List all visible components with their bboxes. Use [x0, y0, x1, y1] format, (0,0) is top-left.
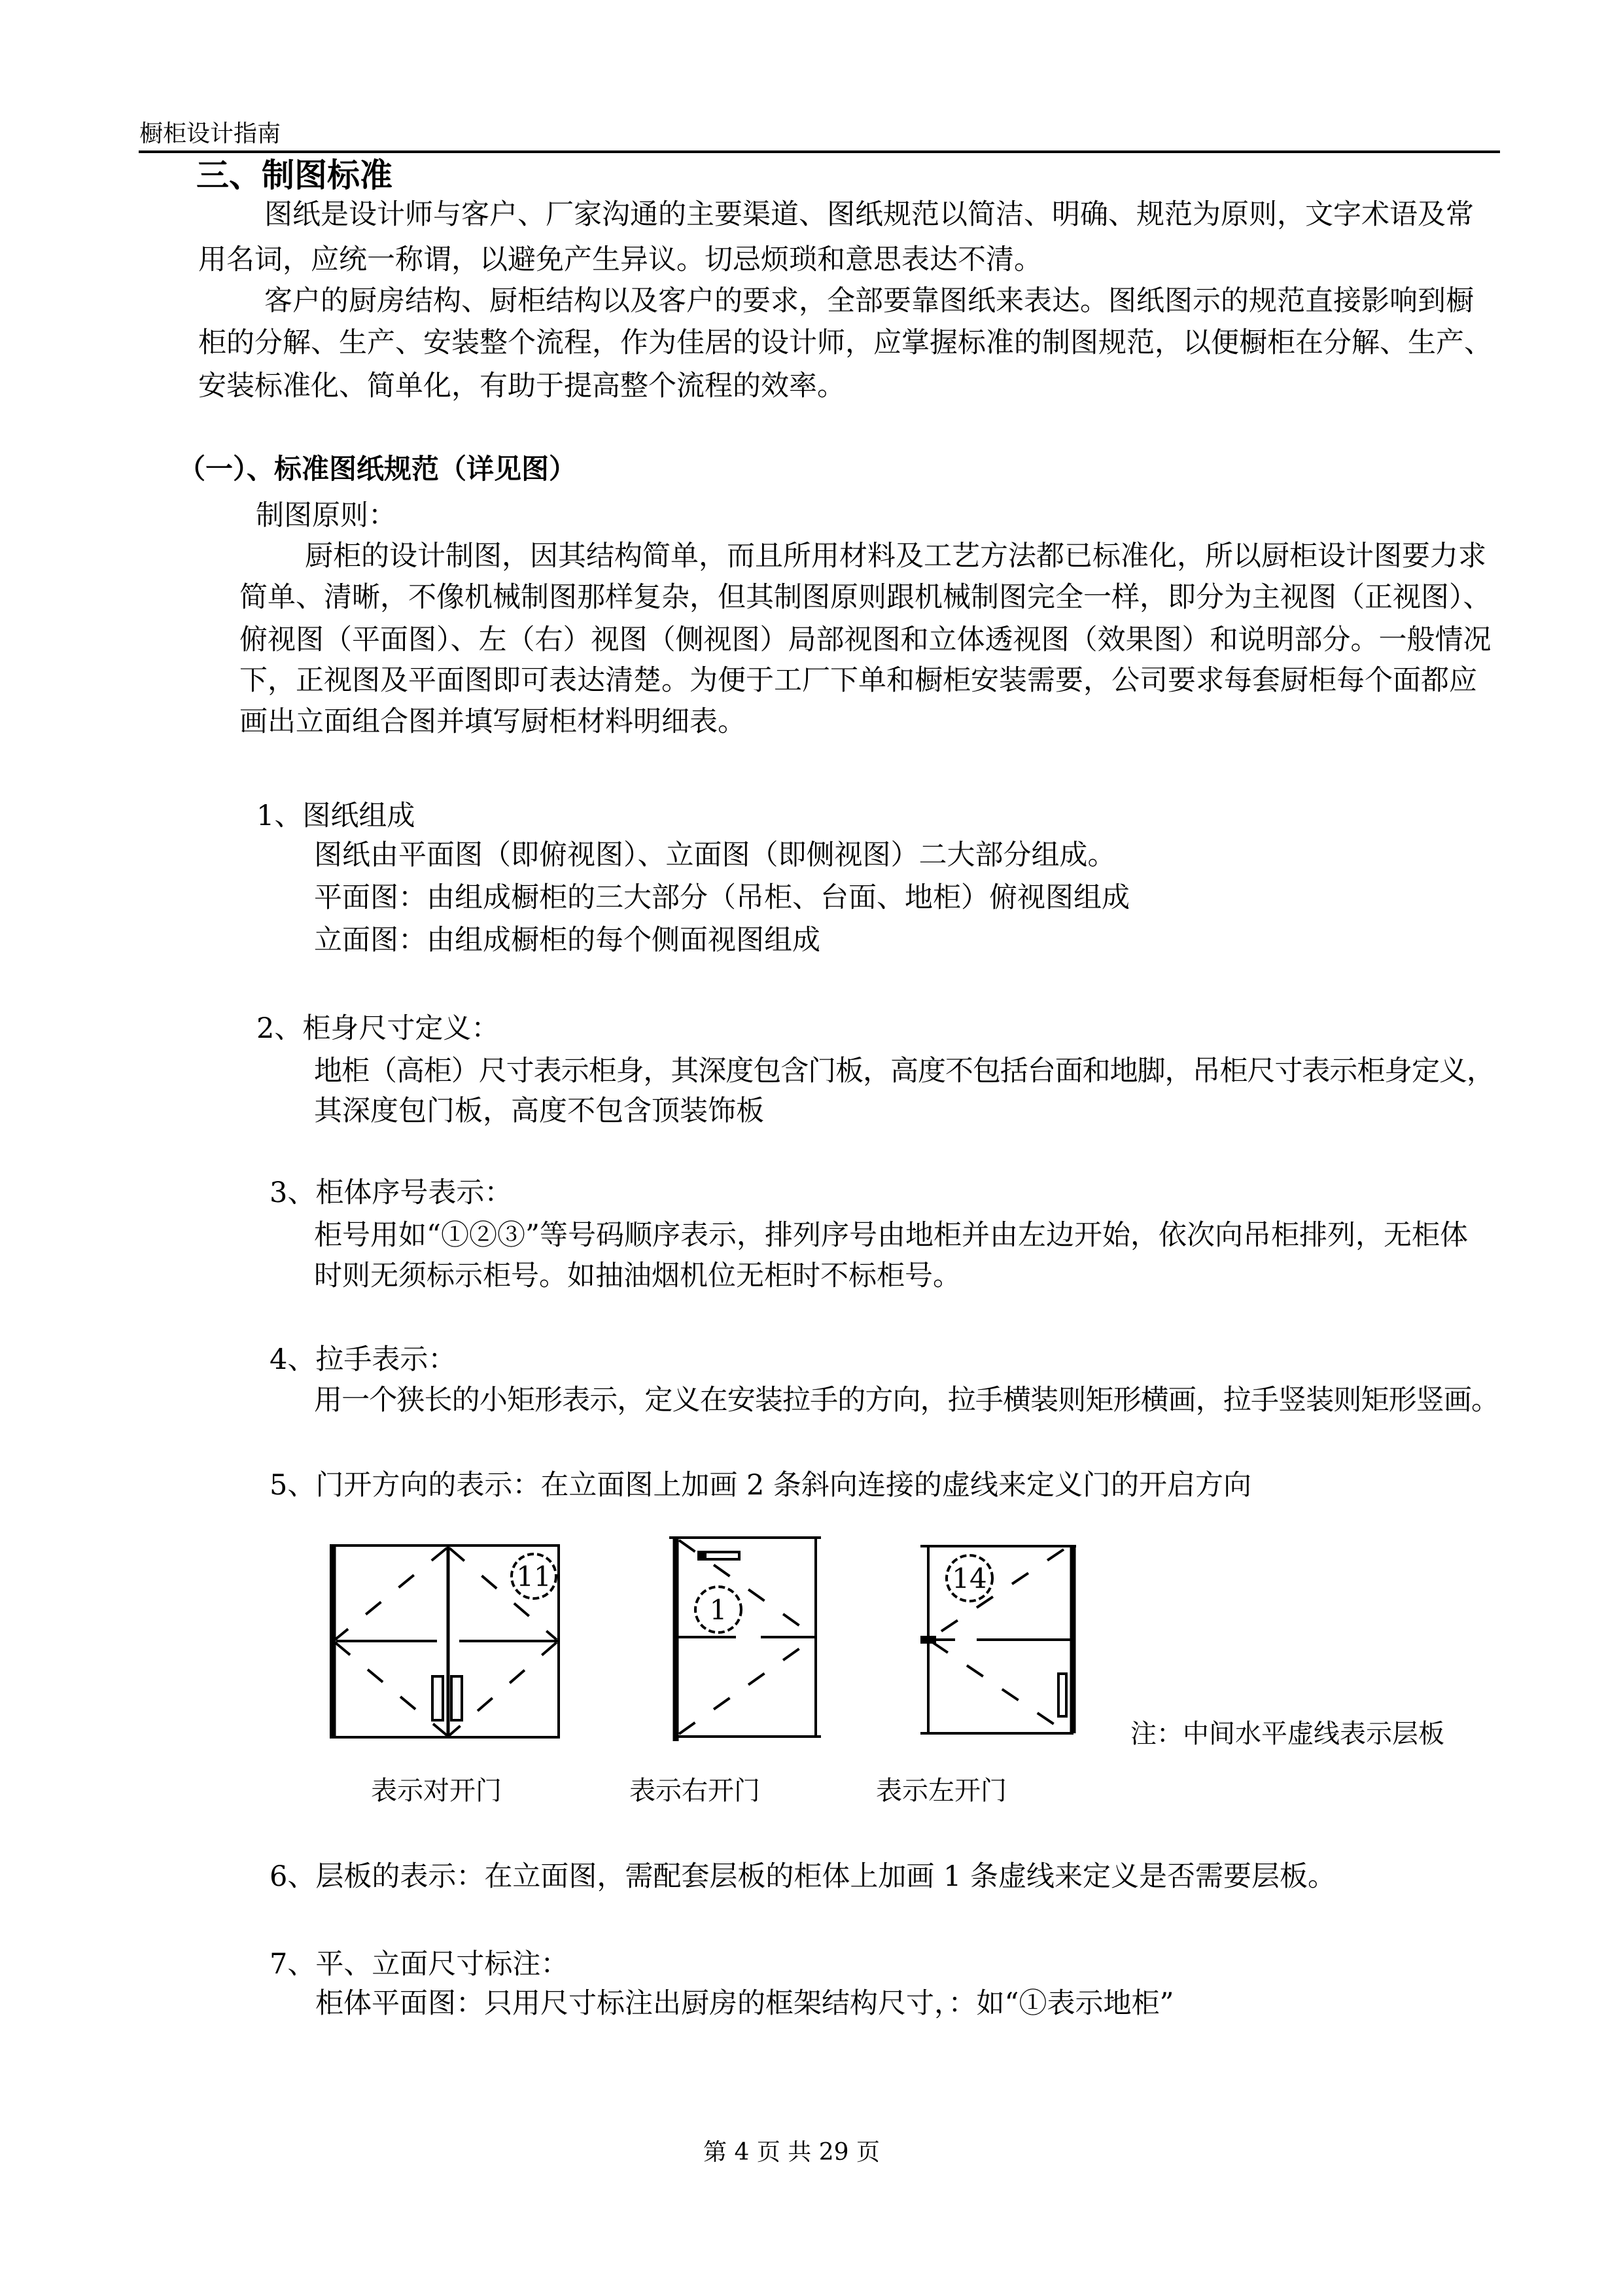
- item-3-title: 3、柜体序号表示：: [270, 1176, 513, 1209]
- item-1-title: 1、图纸组成: [256, 800, 415, 832]
- cabinet-number-11: 11: [516, 1561, 551, 1593]
- principle-label: 制图原则：: [256, 499, 396, 532]
- item-1-line-1: 图纸由平面图（即俯视图）、立面图（即侧视图）二大部分组成。: [314, 839, 1116, 872]
- handle-vertical: [1058, 1674, 1066, 1716]
- handle-right: [451, 1676, 462, 1720]
- item-2-line-2: 其深度包门板，高度不包含顶装饰板: [314, 1095, 764, 1127]
- cabinet-number-14: 14: [952, 1563, 987, 1595]
- cabinet-number-1: 1: [709, 1594, 727, 1626]
- intro-paragraph-2-line-2: 柜的分解、生产、安装整个流程，作为佳居的设计师，应掌握标准的制图规范，以便橱柜在分解、生产、: [198, 327, 1492, 359]
- item-5-title: 5、门开方向的表示：在立面图上加画 2 条斜向连接的虚线来定义门的开启方向: [270, 1469, 1252, 1502]
- swing-dash: [932, 1642, 1064, 1731]
- right-door-diagram: [669, 1538, 821, 1741]
- caption-left-door: 表示左开门: [876, 1776, 1007, 1806]
- swing-dash: [679, 1638, 814, 1734]
- caption-double-door: 表示对开门: [371, 1776, 502, 1806]
- document-header-title: 橱柜设计指南: [139, 120, 281, 147]
- handle-left: [432, 1676, 443, 1720]
- left-door-diagram: [920, 1545, 1076, 1733]
- item-2-title: 2、柜身尺寸定义：: [256, 1012, 500, 1045]
- swing-dash: [335, 1548, 447, 1640]
- section-heading: 三、制图标准: [196, 156, 393, 194]
- item-7-title: 7、平、立面尺寸标注：: [270, 1948, 569, 1981]
- item-3-line-1: 柜号用如“①②③”等号码顺序表示，排列序号由地柜并由左边开始，依次向吊柜排列，无柜体: [314, 1219, 1468, 1252]
- intro-paragraph-2-line-3: 安装标准化、简单化，有助于提高整个流程的效率。: [198, 370, 845, 402]
- swing-dash: [449, 1642, 557, 1735]
- principle-line-1: 厨柜的设计制图，因其结构简单，而且所用材料及工艺方法都已标准化，所以厨柜设计图要力求: [305, 540, 1486, 573]
- item-7-line-1: 柜体平面图：只用尺寸标注出厨房的框架结构尺寸，：如“①表示地柜”: [315, 1987, 1174, 2020]
- page-number-footer: 第 4 页 共 29 页: [703, 2139, 880, 2166]
- caption-right-door: 表示右开门: [629, 1776, 760, 1806]
- handle-end: [697, 1551, 707, 1560]
- item-1-line-2: 平面图：由组成橱柜的三大部分（吊柜、台面、地柜）俯视图组成: [314, 881, 1130, 914]
- item-6-title: 6、层板的表示：在立面图，需配套层板的柜体上加画 1 条虚线来定义是否需要层板。: [270, 1860, 1336, 1893]
- item-3-line-2: 时则无须标示柜号。如抽油烟机位无柜时不标柜号。: [314, 1260, 961, 1292]
- intro-paragraph-1-line-2: 用名词，应统一称谓，以避免产生异议。切忌烦琐和意思表达不清。: [198, 243, 1042, 276]
- item-4-title: 4、拉手表示：: [270, 1343, 457, 1376]
- subsection-heading: （一）、标准图纸规范（详见图）: [178, 453, 577, 485]
- swing-dash: [335, 1642, 447, 1735]
- item-2-line-1: 地柜（高柜）尺寸表示柜身，其深度包含门板，高度不包括台面和地脚，吊柜尺寸表示柜身定义，: [314, 1055, 1494, 1087]
- item-1-line-3: 立面图：由组成橱柜的每个侧面视图组成: [314, 924, 820, 957]
- item-4-line-1: 用一个狭长的小矩形表示，定义在安装拉手的方向，拉手横装则矩形横画，拉手竖装则矩形竖画。: [314, 1384, 1499, 1417]
- principle-line-2: 简单、清晰，不像机械制图那样复杂，但其制图原则跟机械制图完全一样，即分为主视图（正视图）、: [239, 581, 1492, 614]
- principle-line-3: 俯视图（平面图）、左（右）视图（侧视图）局部视图和立体透视图（效果图）和说明部分。一般情况: [239, 624, 1492, 656]
- figure-note: 注：中间水平虚线表示层板: [1130, 1719, 1444, 1749]
- intro-paragraph-2-line-1: 客户的厨房结构、厨柜结构以及客户的要求，全部要靠图纸来表达。图纸图示的规范直接影响到橱: [264, 285, 1474, 317]
- principle-line-5: 画出立面组合图并填写厨柜材料明细表。: [239, 705, 746, 738]
- principle-line-4: 下，正视图及平面图即可表达清楚。为便于工厂下单和橱柜安装需要，公司要求每套厨柜每个面都应: [239, 664, 1477, 697]
- intro-paragraph-1-line-1: 图纸是设计师与客户、厂家沟通的主要渠道、图纸规范以简洁、明确、规范为原则，文字术语及常: [264, 198, 1474, 231]
